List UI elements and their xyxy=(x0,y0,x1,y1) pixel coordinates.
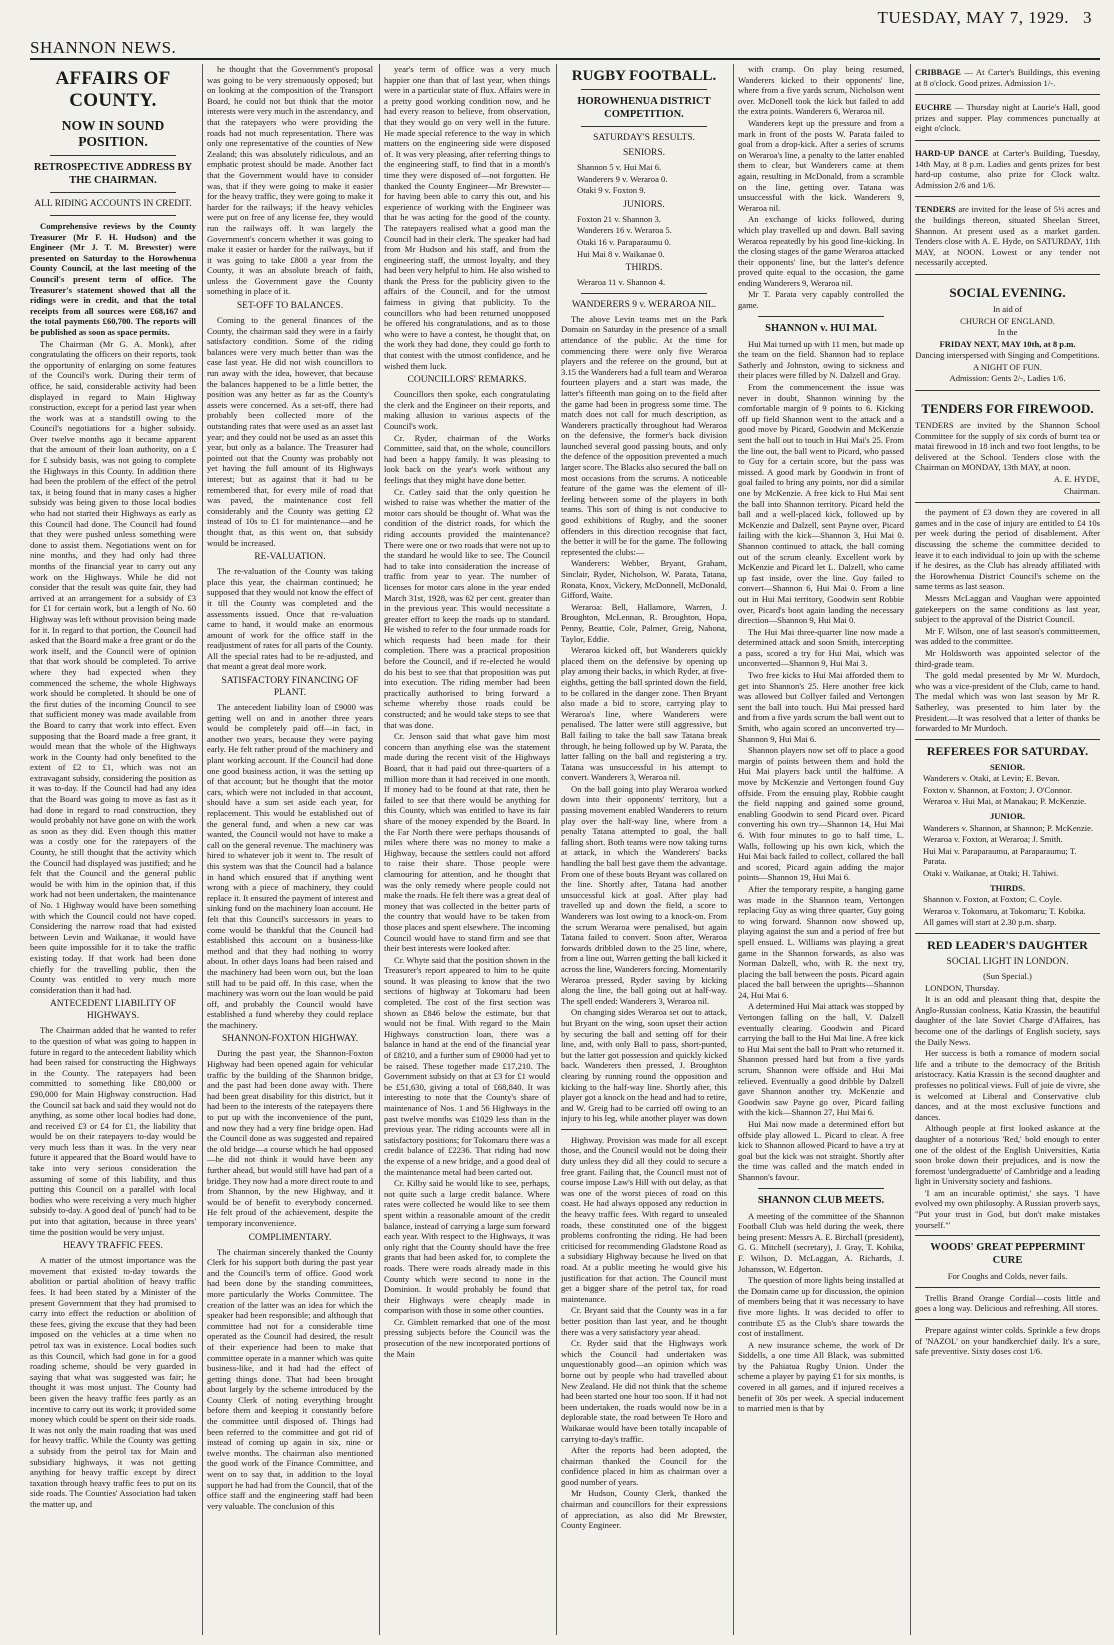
article-paragraph: The chairman sincerely thanked the County Clerk for his support both during the past year and the Council's term of office. Good work had been done by the standing committees, more particularly the Works Committee. The creation of the latter was an idea for which the speaker had been responsible; and although that committee had not for a considerable time operated as the Council had desired, the result of their experience had been to make that committee operate in a manner which was quite business-like, and it had had the effect of getting things done. That had been brought about largely by the scheme introduced by the County Clerk of noting everything brought before them and keeping it constantly before the committee until disposed of. Things had been referred to the committee and got rid of instead of coming up again in six, nine or twelve months. The chairman also mentioned the good work of the Finance Committee, and went on to say that, in addition to the loyal support he had had from the Council, that of the office staff and the engineering staff had been very valuable. The conclusion of this xyxy=(207,1246,373,1511)
section-heading: SET-OFF TO BALANCES. xyxy=(236,301,344,312)
article-subhead: HOROWHENUA DISTRICT COMPETITION. xyxy=(577,96,711,120)
article-paragraph: LONDON, Thursday. xyxy=(925,982,1000,993)
divider xyxy=(758,316,884,317)
divider xyxy=(758,1188,884,1189)
article-paragraph: The re-valuation of the County was taking place this year, the chairman continued; he supposed that they would not know the effect of it till the County was completed and the assessments issued. Once that re-valuation came to hand, it would make an enormous amount of work for the office staff in the readjustment of rates for all parts of the County. All the special rates had to be re-adjusted, and that meant a great deal more work. xyxy=(207,566,373,672)
article-intro: Comprehensive reviews by the County Treasurer (Mr F. H. Hudson) and the Engineer (Mr J. T. M. Brewster) were presented on Saturday to the Horowhenua County Council, at the last meeting of the Council's present term of office. The Treasurer's statement showed that all the ridings were in credit, and that the total receipts from all sources were £68,167 and the total payments £60,700. The reports will be published as soon as space permits. xyxy=(30,221,196,337)
article-paragraph: Councillors then spoke, each congratulating the clerk and the Engineer on their reports, and making allusion to various aspects of the Council's work. xyxy=(384,389,550,431)
ad-title: SOCIAL EVENING. xyxy=(949,284,1066,300)
article-paragraph: Cr. Kilby said he would like to see, perhaps, not quite such a large credit balance. Where rates were collected he would like to see them spent within a reasonable amount of the credit balance, instead of carrying a large sum forward each year. With respect to the Highways, it was only right that the County should have the free grants that had been asked for, to complete the roads. There were roads already made in this County which were second to none in the Dominion. It would probably be found that their Highways were cheaply made in comparison with those in some other counties. xyxy=(384,1178,550,1316)
article-paragraph: It is an odd and pleasant thing that, despite the Anglo-Russian coolness, Katia Krassin, the beautiful daughter of the late Soviet Charge d'Affaires, has become one of the darlings of English society, says the Daily News. xyxy=(915,994,1100,1047)
ad-body: For Coughs and Colds, never fails. xyxy=(947,1271,1068,1282)
article-paragraph: Cr. Whyte said that the position shown in the Treasurer's report appeared to him to be quite sound. It was pleasing to know that the two sections of highway at Tokomaru had been completed. The cost of the first section was shown as £846 below the estimate, but that would not be final. With regard to the Main Highways construction loan, there was a balance in hand at the end of the financial year of £8210, and a further sum of £9000 had yet to be raised. These together made £17,210. The Government subsidy on that at £3 for £1 would be £51,630, giving a total of £68,840. It was interesting to note that the County's share of maintenance of Nos. 1 and 56 Highways in the past twelve months was £1029 less than in the previous year. The riding accounts were all in satisfactory positions; for Tokomaru there was a credit balance of £2236. That riding had now the expense of a new bridge, and a good deal of the maintenance metal had been carted out. xyxy=(384,954,550,1177)
article-paragraph: Weraroa kicked off, but Wanderers quickly placed them on the defensive by opening up play among their backs, in which Ryder, at five-eighths, getting the ball sprinted down the field, to be collared in the danger zone. Then Bryant also made a bid to score, carrying play to Weraroa's line, where Wanderers were penalised. The latter were still aggressive, but Ball failing to take the ball saw Tatana break through, he being followed up by W. Parata, the latter falling on the ball and registering a try. Tatana was unsuccessful in his attempt to convert. Wanderers 3, Weraroa nil. xyxy=(561,645,727,783)
column-rule xyxy=(910,64,911,1635)
grade-label: JUNIORS. xyxy=(623,199,665,210)
article-paragraph: During the past year, the Shannon-Foxton Highway had been opened again for vehicular traffic by the building of the Shannon bridge, and the past had been done away with. There had been great disability for this district, but it had been to the interests of the ratepayers there to put up with the inconvenience of the punt, and now they had a very fine bridge open. Had the Council done as was suggested and repaired the old bridge—a course which he had opposed—he did not think it would have been any further ahead, but would still have had part of a bridge. They now had a more direct route to and from Shannon, by the new Highway, and it would be of benefit to everybody concerned. He felt proud of the achievement, despite the temporary inconvenience. xyxy=(207,1048,373,1228)
masthead xyxy=(30,6,1100,66)
article-paragraph: A meeting of the committee of the Shannon Football Club was held during the week, there being present: Messrs A. E. Birchall (president), G. G. Mitchell (secretary), J. Gray, T. Kobika, F. Wilson, D. McLaggan, A. Richards, J. Johansson, W. Edgerton. xyxy=(738,1210,904,1274)
article-paragraph: The Chairman (Mr G. A. Monk), after congratulating the officers on their reports, took the opportunity of enlarging on some features of the Council's work. During their term of office, he said, considerable activity had been displayed in regard to Main Highway construction, except for a period last year when the work was at a standstill owing to the Council's negotiations for a higher subsidy. Over twelve months ago it became apparent that the amount of their loan authority, on a £ for £ subsidy basis, was not going to complete the Highways in this County. In addition there had been the problem of the effect of the petrol tax, it being found that in many cases a higher subsidy was being given to those local bodies who had not started their Highways as early as this Council had done. The Council had found that they were pushed unless something were done to assist them. Negotiations went on for nine months, and they had only had three months of the financial year to carry out any work on the Highways. While he did not consider that the result was quite fair, they had arrived at an arrangement for a subsidy of £3 for £1 for certain work, but a length of No. 60 Highway was left without provision being made for it. In regard to that portion, the Council had asked that the Board make a free grant or do the work itself, and the Council were of opinion that that work should be completed. To arrive where they had expected when they commenced the scheme, the whole Highways work should be completed. It should be one of the first duties of the incoming Council to see that sufficient money was made available from the Board to carry that work into effect. Even supposing that the Board made a free grant, it would mean that the whole of the Highways work in the County had only benefited to the extent of £2 to £1, which was not an extravagant subsidy, considering the position as it was to-day. If the Council had had any idea that the Board was going to move as fast as it had done in regard to road construction, they would probably not have gone on with the work as soon as they did. Even though this matter was a costly one for the ratepayers of the County, he still thought that the activity which the Council had displayed was justified; and he felt that the Council and the general public would be with him in the opinion that, if this work had not been undertaken, the maintenance of No. 1 Highway would have been something with which the Council could not have coped. Considering the narrow road that had existed between Levin and Waikanae, it would have been quite impossible for it to take the traffic existing today. If that work had been done chiefly for the travelling public, then the County was entitled to very much more consideration than it had had. xyxy=(30,338,196,995)
column-6 xyxy=(915,64,1100,1637)
article-paragraph: Mr F. Wilson, one of last season's committeemen, was added to the committee. xyxy=(915,625,1100,647)
referee-line: Weraroa v. Hui Mai, at Manakau; P. McKenzie. xyxy=(923,796,1087,807)
referee-line: Wanderers v. Shannon, at Shannon; P. McKenzie. xyxy=(923,822,1094,833)
ad-line: Admission: Gents 2/-, Ladies 1/6. xyxy=(949,373,1066,384)
ad-title: HARD-UP DANCE xyxy=(915,147,989,158)
article-paragraph: An exchange of kicks followed, during which play travelled up and down. Ball saving Weraroa repeatedly by his good line-kicking. In the closing stages of the game Weraroa attacked their opponents' line, but the latter's defence proved quite equal to the occasion, the game ending Wanderers 9, Weraroa nil. xyxy=(738,214,904,288)
ad-body: at Carter's Building, Tuesday, 14th May, at 8 p.m. Ladies and gents prizes for best hard-up costume, also prize for Clock waltz. Admission 2/6 and 1/6. xyxy=(915,147,1100,190)
grade-label: JUNIOR. xyxy=(989,811,1026,822)
ad-line: In aid of xyxy=(992,303,1023,314)
article-paragraph: Cr. Bryant said that the County was in a far better position than last year, and he thought there was a very satisfactory year ahead. xyxy=(561,1305,727,1337)
classified-ad: EUCHRE — Thursday night at Laurie's Hall, good prizes and supper. Play commences punctually at eight o'clock. xyxy=(915,99,1100,141)
divider xyxy=(915,1235,1100,1236)
grade-label: SENIOR. xyxy=(989,761,1026,772)
referee-line: Wanderers v. Otaki, at Levin; E. Bevan. xyxy=(923,773,1060,784)
referees-list xyxy=(915,762,1100,928)
article-paragraph: year's term of office was a very much happier one than that of last year, when things were in a particular state of flux. Affairs were in a pretty good working condition now, and he had every reason to believe, from observation, that they would go on very well in the future. He made special reference to the way in which matters on the engineering side were disposed of. It was very pleasing, after referring things to the engineering staff, to find that in a month's time they were disposed of—not forgotten. He thanked the County Engineer—Mr Brewster—for having been able to carry this out, and his experience of working with the Engineer was that he was acting for the good of the county. The ratepayers realised what a good man the Council had in their clerk. The speaker had had from Mr Hudson and his staff, and from the engineering staff, the utmost loyalty, and they had been very helpful to him. He also wished to thank the Press for the publicity given to the affairs of the Council, and for the utmost fairness in giving that publicity. To the councillors who had been returned unopposed he offered his congratulations, and as to those who were to have a contest, he thought that, on the work they had done, they could go forth to that contest with the utmost confidence, and he wished them luck. xyxy=(384,64,550,371)
article-paragraph: Weraroa: Bell, Hallamore, Warren, J. Broughton, McLennan, R. Broughton, Hopa, Penny, Beattie, Cole, Palmer, Greig, Nahona, Taylor, Eddie. xyxy=(561,601,727,644)
article-credit: (Sun Special.) xyxy=(983,971,1032,981)
article-paragraph: he thought that the Government's proposal was going to be very strenuously opposed; but on looking at the composition of the Transport Board, he could not but think that the motor interests were very much in the ascendancy, and that the ratepayers who were providing the roads had not much representation. There was only one representative of the counties of New Zealand; this was absolutely ridiculous, and an emphatic protest should be made. Another fact that the Government would have to consider was, that if they were going to make it easier for the heavy traffic, they were going to make it harder for the railways; if the heavy vehicles were put on free of any license fee, they would run the railways off. It was largely the Government's concern whether it was going to make it easier or harder for the railways, but if it was going to take £800 a year from the County, it was an absolute breach of faith, unless the Government gave the County something in place of it. xyxy=(207,64,373,297)
article-paragraph: Although people at first looked askance at the daughter of a notorious 'Red,' bold enough to enter one of the oldest of the English Universities, Katia soon broke down their prejudices, and is now the foremost 'undergraduette' of Cambridge and a leading light in University society and fashions. xyxy=(915,1123,1100,1187)
article-deck: RETROSPECTIVE ADDRESS BY THE CHAIRMAN. xyxy=(33,162,193,186)
article-paragraph: After the reports had been adopted, the chairman thanked the Council for the confidence placed in him as chairman over a good number of years. xyxy=(561,1445,727,1487)
classified-ad xyxy=(915,145,1100,197)
article-paragraph: After the temporary respite, a hanging game was made in the Shannon team, Vertongen replacing Guy as wing three quarter, Guy going to wing forward. Shannon now showed up, playing against the sun and a period of free but spell ensued. L. Williams was playing a great game in the Shannon forwards, as also was Norman Dalzell, who, with R. the next try, placing the ball between the posts. Picard again placed the ball between the uprights—Shannon 24, Hui Mai 6. xyxy=(738,883,904,1000)
article-paragraph: A determined Hui Mai attack was stopped by Vertongen falling on the ball, V. Dalzell eventually clearing. Goodwin and Picard carrying the ball to the Hui Mai line. A free kick to Hui Mai sent the ball to Pratt who returned it. Shannon pressed hard but from a five yards scrum, Shannon were offside and Hui Mai relieved. Eventually a good dribble by Dalzell gave Shannon another try. McKenzie and Goodwin saw Payne go over, Picard failing with the kick—Shannon 27, Hui Mai 6. xyxy=(738,1001,904,1118)
result-line: Otaki 9 v. Foxton 9. xyxy=(577,185,646,196)
tenders-ad xyxy=(915,395,1100,503)
column-rule xyxy=(733,64,734,1635)
ad-title: EUCHRE xyxy=(915,102,952,113)
referee-line: Foxton v. Shannon, at Foxton; J. O'Connor. xyxy=(923,784,1073,795)
masthead-rule xyxy=(30,58,1100,60)
article-paragraph: A new insurance scheme, the work of Dr Siddells, a one time All Black, was submitted by the Pahiatua Rugby Union. Under the scheme a player by paying £1 for six months, is covered in all games, and if injured receives a benefit of 30s per week. A special inducement to married men is that by xyxy=(738,1339,904,1414)
article-paragraph: Cr. Jenson said that what gave him most concern than anything else was the statement made during the recent visit of the Highways Board, that it had paid out three-quarters of a million more than it had received in one month. If money had to be found at that rate, then he failed to see that there would be anything for this County, which was entitled to have its fair share of the money expended by the Board. In the Far North there were perhaps thousands of miles where there was no money to make a Highway, because the settlers could not afford to raise their share. Those people were clamouring for attention, and he thought that was the only remedy where people could not make the roads. He felt there was a great deal of money that was collected in the better parts of the country that would have to be taken from those places and spent elsewhere. The incoming Council would have to stand firm and see that their best interests were looked after. xyxy=(384,731,550,954)
referee-line: Weraroa v. Foxton, at Weraroa; J. Smith. xyxy=(923,834,1063,845)
article-paragraph: Her success is both a romance of modern social life and a tribute to the democracy of the British aristocracy. Katia Krassin is the second daughter and professes no political views. Full of joie de vivre, she is welcomed at Liberal and Conservative club dances, and at the most exclusive functions and dances. xyxy=(915,1048,1100,1122)
article-paragraph: On changing sides Weraroa set out to attack, but Bryant on the wing, soon upset their action by securing the ball and setting off for their line, and, with only Ball to pass, short-punted, but the latter got possession and quickly kicked back. Wanderers then pressed, J. Broughton clearing by running round the opposition and kicking to the half-way line. Shortly after, this player got a knock on the head and had to retire, and W. Greig had to be carried off owing to an injury to his leg, while another player was down xyxy=(561,1007,727,1124)
column-2 xyxy=(207,64,373,1637)
article-paragraph: Shannon players now set off to place a good margin of points between them and hold the Hui Mai players back until the halftime. A move by McKenzie and Vertongen found Guy offside. From the ensuing play, Robbie caught the field napping and gained some ground, enabling Goodwin to send Picard over. Picard converting his own try—Shannon 14, Hui Mai 6. With four minutes to go to half time, L. Walls, following up his own kick, which the Hui Mai back failed to collect, collared the ball and scored, Picard again adding the major points—Shannon 19, Hui Mai 6. xyxy=(738,745,904,883)
divider xyxy=(581,126,707,127)
paper-name: SHANNON NEWS. xyxy=(30,38,177,57)
ad-line: A NIGHT OF FUN. xyxy=(972,361,1043,372)
result-line: Weraroa 11 v. Shannon 4. xyxy=(577,277,666,288)
article-paragraph: From the commencement the issue was never in doubt, Shannon winning by the comfortable margin of 9 points to 6. Kicking off up field Shannon went to the attack and a good move by Picard, Goodwin and McKenzie sent the ball out to touch in Hui Mai's 25. From the line out, the ball went to Picard, who passed to Guy for a certain score, but the pass was missed. A good mark by Goodwin in front of goal failed to bring any points, nor did a similar one by McKenzie. A free kick to Hui Mai sent the ball into Shannon territory. Picard held the ball and a well-placed kick, followed up by McKenzie and Dalzell, sent Payne over, Picard failing with the kick—Shannon 3, Hui Mai 0. Shannon continued to attack, the ball coming out of the scrum cleanly. Excellent work by McKenzie and Picard let L. Dalzell, who came up fast inside, over the line. Guy failed to convert—Shannon 6, Hui Mai 0. From a line out in Hui Mai territory, Goodwin sent Robbie over, Picard's boot again landing the necessary direction—Shannon 9, Hui Mai 0. xyxy=(738,382,904,626)
article-headline: RUGBY FOOTBALL. xyxy=(571,68,717,84)
article-paragraph: Hui Mai turned up with 11 men, but made up the team on the field. Shannon had to replace Satherly and Johnston, owing to sickness and their places were filled by N. Dalzell and Gray. xyxy=(738,338,904,381)
grade-label: THIRDS. xyxy=(989,882,1026,893)
article-paragraph: The gold medal presented by Mr W. Murdoch, who was a vice-president of the Club, came to hand. The medal which was won last season by Mr R. Satherley, was presented to him later by the President.—It was resolved that a letter of thanks be forwarded to Mr Murdoch. xyxy=(915,670,1100,734)
referee-line: Weraroa v. Tokomaru, at Tokomaru; T. Kobika. xyxy=(923,905,1086,916)
article-paragraph: with cramp. On play being resumed, Wanderers kicked to their opponents' line, where from a five yards scrum, Nicholson went over. McDonell took the kick but failed to add the extra points. Wanderers 6, Weraroa nil. xyxy=(738,64,904,117)
date-text: TUESDAY, MAY 7, 1929. xyxy=(877,8,1069,27)
result-line: Wanderers 9 v. Weraroa 0. xyxy=(577,173,668,184)
divider xyxy=(915,1287,1100,1288)
result-line: Shannon 5 v. Hui Mai 6. xyxy=(577,162,662,172)
section-heading: RE-VALUATION. xyxy=(254,552,326,563)
article-paragraph: 'I am an incurable optimist,' she says. 'I have evolved my own philosophy. A Russian proverb says, "Put your trust in God, but don't make mistakes yourself."' xyxy=(915,1187,1100,1230)
classified-ad xyxy=(915,201,1100,275)
ad-title: TENDERS FOR FIREWOOD. xyxy=(921,401,1094,417)
ad-signature: A. E. HYDE, xyxy=(1053,474,1100,485)
grade-label: THIRDS. xyxy=(625,263,663,274)
article-paragraph: Mr Holdsworth was appointed selector of the third-grade team. xyxy=(915,647,1100,669)
article-paragraph: Mr T. Parata very capably controlled the game. xyxy=(738,289,904,311)
ad-line: FRIDAY NEXT, MAY 10th, at 8 p.m. xyxy=(939,338,1076,349)
divider xyxy=(581,89,707,90)
article-subhead: NOW IN SOUND POSITION. xyxy=(61,118,165,149)
referee-line: Shannon v. Foxton, at Foxton; C. Coyle. xyxy=(923,894,1062,905)
ad-title: TENDERS xyxy=(915,204,956,215)
section-heading: HEAVY TRAFFIC FEES. xyxy=(63,1241,163,1252)
article-paragraph: Coming to the general finances of the County, the chairman said they were in a fairly satisfactory condition. Some of the riding balances were very much better than was the case last year. He did not wish councillors to run away with the idea, however, that because the balances happened to be a little better, the position was any better as far as the County's assets were concerned. As a set-off, there had probably been collected more of the outstanding rates that were used as an asset last year; and they could not be used as an asset this year, but only as a balance. The Treasurer had pointed out that the County was probably not yet having the full amount of its Highways interest; but as against that it had to be remembered that, for every mile of road that was paved, the maintenance cost fell considerably and the County was getting £2 instead of 10s to £1 for maintenance—and he thought that, as this went on, that subsidy would be increased. xyxy=(207,315,373,548)
ad-line: CHURCH OF ENGLAND. xyxy=(960,315,1055,326)
column-rule xyxy=(556,64,557,1635)
divider xyxy=(50,155,176,156)
section-heading: SATURDAY'S RESULTS. xyxy=(593,133,695,143)
article-paragraph: Messrs McLaggan and Vaughan were appointed gatekeepers on the same conditions as last year, subject to the approval of the District Council. xyxy=(915,592,1100,625)
article-paragraph: Cr. Ryder said that the Highways work which the Council had undertaken was unquestionably good—an opinion which was borne out by people who had travelled about New Zealand. He did not think that the scheme had been started one hour too soon. If it had not been undertaken, the roads would now be in a deplorable state, the road between Te Horo and Waikanae would have been totally incapable of carrying to-day's traffic. xyxy=(561,1338,727,1444)
ad-body: Thursday night at Laurie's Hall, good prizes and supper. Play commences punctually at eight o'clock. xyxy=(915,102,1100,134)
divider xyxy=(915,739,1100,740)
section-heading: WANDERERS 9 v. WERAROA NIL. xyxy=(571,299,717,310)
social-evening-ad xyxy=(915,279,1100,391)
article-paragraph: The question of more lights being installed at the Domain came up for discussion, the opinion of members being that it was necessary to have five more lights. It was decided to offer to contribute £5 as the Club's share towards the cost of installment. xyxy=(738,1275,904,1339)
section-heading: COMPLIMENTARY. xyxy=(248,1232,332,1243)
article-deck: ALL RIDING ACCOUNTS IN CREDIT. xyxy=(34,199,192,209)
column-1 xyxy=(30,64,196,1637)
referee-line: Hui Mai v. Paraparaumu, at Paraparaumu; T. Parata. xyxy=(923,845,1077,867)
section-heading: SHANNON v. HUI MAI. xyxy=(765,322,877,334)
grade-label: SENIORS. xyxy=(623,148,665,158)
section-heading: SATISFACTORY FINANCING OF PLANT. xyxy=(221,676,359,699)
article-headline: RED LEADER'S DAUGHTER xyxy=(927,938,1088,952)
ad-title: CRIBBAGE xyxy=(915,67,961,77)
article-paragraph: Cr. Gimblett remarked that one of the most pressing subjects before the Council was the prosecution of the new incorporated portions of the Main xyxy=(384,1316,550,1359)
article-subhead: SOCIAL LIGHT IN LONDON. xyxy=(946,957,1069,967)
article-paragraph: The Hui Mai three-quarter line now made a determined attack and soon Smith, intercepting a pass, scored a try for Hui Mai, which was unconverted—Shannon 9, Hui Mai 3. xyxy=(738,626,904,669)
ad-line: Dancing interspersed with Singing and Competitions. xyxy=(915,350,1100,361)
article-paragraph: Wanderers: Webber, Bryant, Graham, Sinclair, Ryder, Nicholson, W. Parata, Tatana, Ronata, Knox, Vickery, McDonnell, McDonald, Gifford, Waite. xyxy=(561,558,727,601)
article-paragraph: The Chairman added that he wanted to refer to the question of what was going to happen in future in regard to the antecedent liability which had been raised for constructing the Highways in the County. The ratepayers had been committed to something like £80,000 or £90,000 for Main Highway construction. Had the Council sat back and said they would not do anything, as some other local bodies had done, and received £3 or £4 for £1, the liability that would be on their ratepayers to-day would be very much less than it was. In the very near future it appeared that the Board would have to take into very serious consideration the assuming of some of this liability, and thus putting this Council on a parallel with local bodies who were receiving a very much higher subsidy to-day. A good deal of 'punch' had to be put into that agitation, because in three years' time the position would be very unjust. xyxy=(30,1025,196,1237)
section-heading: REFEREES FOR SATURDAY. xyxy=(926,743,1089,758)
ad-body: Trellis Brand Orange Cordial—costs little and goes a long way. Delicious and refreshing. All stores. xyxy=(915,1292,1100,1314)
referee-line: Otaki v. Waikanae, at Otaki; H. Tahiwi. xyxy=(923,868,1059,879)
article-paragraph: The antecedent liability loan of £9000 was getting well on and in another three years would be completely paid off—in fact, in another two years, because they were paying early. He felt rather proud of the machinery and plant working account. If the Council had done one good business action, it was the setting up of that account; but he thought that the motor cars, which were not included in that account, should have a sum set aside each year, for replacement. This would be established out of the general fund, and when a new car was wanted, the Council would not have to make a call on the general revenue. The machinery was hired to whatever job it went to. The result of this system was that the Council had a balance in hand which ensured that if anything went wrong with a piece of machinery, they could replace it. It ensured the payment of interest and sinking fund on the machinery loan account. He felt that this Council's successors in years to come would be thankful that the Council had established this account on a business-like method and that they had nothing to worry about. In other days loans had been raised and the machinery had been worn out, but the loan still had to be paid off. In this case, when the machinery was worn out the loan would be paid off, and probably the Council would have established a fund whereby they could replace the machinery. xyxy=(207,702,373,1030)
classified-ad: CRIBBAGE — At Carter's Buildings, this evening at 8 o'clock. Good prizes. Admission 1/-. xyxy=(915,64,1100,95)
article-paragraph: Hui Mai now made a determined effort but offside play allowed L. Picard to clear. A free kick to Shannon allowed Picard to have a try at goal but the kick was not straight. Shortly after the time was called and the match ended in Shannon's favour. xyxy=(738,1119,904,1182)
divider xyxy=(50,192,176,193)
column-rule xyxy=(202,64,203,1635)
article-paragraph: Cr. Catley said that the only question he wished to raise was whether the matter of the motor cars should be thought of. What was the condition of the district roads, for which the riding accounts provided the maintenance? There were one or two roads that were not up to the standard he would like to see. The Council had to take into consideration the increase of traffic from year to year. The number of licenses for motor cars alone in the year ended March 31st, 1928, was 62 per cent. greater than in the previous year. This would necessitate a greater effort to keep the roads up to standard. He wished to refer to the four unmade roads for which requests had been made for their completion. There was a practical proposition before the Council, and if re-elected he would do his best to see that that proposition was put into execution. The riding member had been practically authorised to bring forward a scheme whereby those roads could be constructed; and he would take steps to see that that was done. xyxy=(384,486,550,730)
divider xyxy=(581,293,707,294)
column-rule xyxy=(379,64,380,1635)
ad-body: TENDERS are invited by the Shannon School Committee for the supply of six cords of burnt tea or matai firewood in 18 inch and two foot lengths, to be delivered at the School. Tenders close with the Chairman on MONDAY, 13th MAY, at noon. xyxy=(915,420,1100,473)
divider xyxy=(561,1129,727,1130)
ad-body: are invited for the lease of 5½ acres and the buildings thereon, situated Sheelan Street, Shannon. At present used as a market garden. Tenders close with A. E. Hyde, on SATURDAY, 11th MAY, at NOON. Lowest or any tender not necessarily accepted. xyxy=(915,204,1100,268)
ad-line: In the xyxy=(997,327,1018,338)
article-paragraph: Wanderers kept up the pressure and from a mark in front of the posts W. Parata failed to goal from a drop-kick. After a series of scrums on Weraroa's line, a penalty to the latter enabled them to clear, but Wanderers came at them again, resulting in McDonald, from a scramble on the line, getting over. Tatana was unsuccessful with the kick. Wanderers 9, Weraroa nil. xyxy=(738,117,904,213)
article-paragraph: Mr Hudson, County Clerk, thanked the chairman and councillors for their expressions of appreciation, as also did Mr Brewster, County Engineer. xyxy=(561,1488,727,1531)
ad-body: Prepare against winter colds. Sprinkle a few drops of 'NAZOL' on your handkerchief daily. It's a sure, safe preventive. Sixty doses cost 1/6. xyxy=(915,1325,1100,1357)
ad-signature: Chairman. xyxy=(1063,485,1100,496)
ad-title: WOODS' GREAT PEPPERMINT CURE xyxy=(930,1242,1085,1267)
result-line: Otaki 16 v. Paraparaumu 0. xyxy=(577,236,671,247)
article-headline: AFFAIRS OF COUNTY. xyxy=(55,68,171,111)
article-paragraph: the payment of £3 down they are covered in all games and in the case of injury are entitled to £4 10s per week during the period of disablement. After discussing the scheme the committee decided to leave it to each individual to join up with the scheme if he desires, as the Club has already affiliated with the Horowhenua District Council's scheme on the same terms as last season. xyxy=(915,507,1100,592)
divider xyxy=(915,933,1100,934)
section-heading: SHANNON CLUB MEETS. xyxy=(757,1194,885,1206)
article-paragraph: Two free kicks to Hui Mai afforded them to get into Shannon's 25. Here another free kick was allowed but Collyer failed and Vertongen sent the ball into touch. Hui Mai pressed hard and from a five yards scrum the ball went out to Smith, who again scored an unconverted try—Shannon 9, Hui Mai 6. xyxy=(738,670,904,744)
column-3 xyxy=(384,64,550,1637)
ad-body: At Carter's Buildings, this evening at 8 o'clock. Good prizes. Admission 1/-. xyxy=(915,67,1100,88)
result-line: Hui Mai 8 v. Waikanae 0. xyxy=(577,248,665,259)
article-paragraph: Highway. Provision was made for all except those, and the Council would not be doing their duty unless they did all they could to secure a free grant. Failing that, the Council must not of course impose Law's Hill with out delay, as that was one of the worst pieces of road on this coast. He had always opposed any reduction in the heavy traffic fees. With regard to unsealed roads, these constituted one of the biggest problems confronting the riding. He had been criticised for recommending Gladstone Road as a subsidiary Highway because he lived on that road. At a public meeting he would give his justification for that action. The Council must get a bigger share of the petrol tax, for road maintenance. xyxy=(561,1134,727,1304)
article-paragraph: A matter of the utmost importance was the movement that existed to-day towards the abolition or partial abolition of heavy traffic fees. It had been stated by a Minister of the present Government that they had promised to carry into effect the reduction or abolition of these fees, giving the excuse that they had been imposed on the vehicles at a time when no petrol tax was in existence. Local bodies such as this Council, which had gone in for a good roading scheme, should be very guarded in saying that what was suggested was fair; he thought it was most unjust. The County had been given the heavy traffic fees partly as an incentive to carry out its work; it provided some money which could be spent on their side roads. It was not only the main roading that was used for heavy traffic. While the County was getting a subsidy from the petrol tax for Main and subsidiary highways, it was not getting anything for heavy traffic except by direct taxation through heavy traffic fees to put on its side roads. The Counties' Association had taken the matter up, and xyxy=(30,1255,196,1509)
section-heading: COUNCILLORS' REMARKS. xyxy=(407,375,527,386)
referee-line: All games will start at 2.30 p.m. sharp. xyxy=(923,917,1057,928)
issue-date xyxy=(877,8,1092,28)
article-paragraph: Cr. Ryder, chairman of the Works Committee, said that, on the whole, councillors had been a happy family. It was pleasing to look back on the year's work without any feelings that they might have done better. xyxy=(384,432,550,485)
section-heading: SHANNON-FOXTON HIGHWAY. xyxy=(221,1034,358,1045)
article-paragraph: On the ball going into play Weraroa worked down into their opponents' territory, but a passing movement enabled Wanderers to return play over the half-way line, where from a penalty Tatana attempted to goal, the ball falling short. Both teams were now taking turns at attack, in which the Wanderers' backs handling the ball best gave them the advantage. From one of these bouts Bryant was collared on the line. Shortly after, Tatana had another unsuccessful kick at goal. After play had travelled up and down the field, a score to Wanderers was lost owing to a knock-on. From the scrum Weraroa were penalised, but again Tatana failed to convert. Soon after, Weraroa forwards dribbled down to the 25 line, where, from a line out, Warren getting the ball kicked it across the line, Wanderers forcing. Momentarily Weraroa pressed, Ryder saving by kicking along the line, the ball going out at half-way. The spell ended: Wanderers 3, Weraroa nil. xyxy=(561,783,727,1006)
divider xyxy=(915,1319,1100,1320)
divider xyxy=(50,215,176,216)
column-4 xyxy=(561,64,727,1637)
result-line: Wanderers 16 v. Weraroa 5. xyxy=(577,225,672,236)
result-line: Foxton 21 v. Shannon 3. xyxy=(577,213,661,224)
article-paragraph: The above Levin teams met on the Park Domain on Saturday in the presence of a small attendance of the public. At the time for commencing there were only five Weraroa players and the referee on the ground, but at 3.15 the Wanderers had a full team and Weraroa fourteen players and a start was made, the latter's fifteenth man going on to the field after the game had been in progress some time. The match does not call for much description, as Wanderers practically throughout had Weraroa on the defensive, the former's back division launched several good passing bouts, and only the defence of the opposition prevented a much larger score. The Blacks also secured the ball on most occasions from the scrums. A noticeable feature of the game was the element of ill-feeling between some of the players in both teams. This sort of thing is not conducive to good exhibitions of Rugby, and the sooner offenders in this direction recognise that fact, the better it will be for the game. The following represented the clubs:— xyxy=(561,313,727,557)
column-5 xyxy=(738,64,904,1637)
results-list xyxy=(561,147,727,288)
page-number: 3 xyxy=(1083,8,1092,27)
section-heading: ANTECEDENT LIABILITY OF HIGHWAYS. xyxy=(49,999,177,1022)
